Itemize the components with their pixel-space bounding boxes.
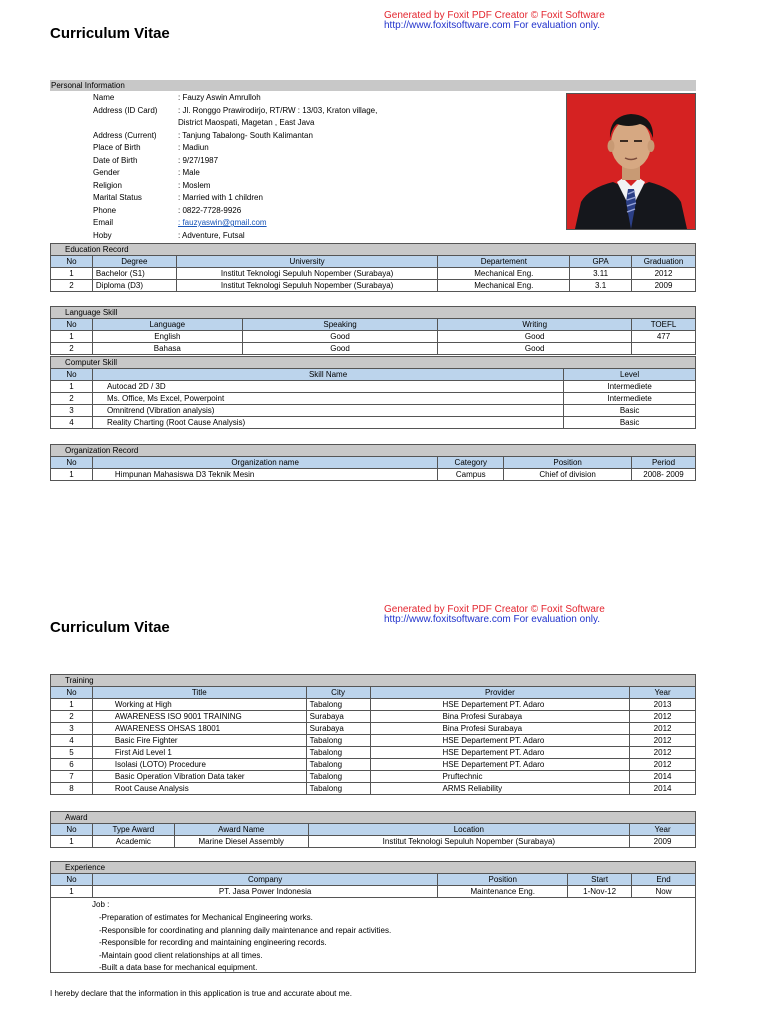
table-cell: 4: [51, 417, 93, 429]
experience-caption: Experience: [51, 862, 696, 874]
column-header: Location: [308, 824, 629, 836]
table-cell: 2: [51, 280, 93, 292]
table-cell: 2012: [630, 735, 696, 747]
table-cell: 3: [51, 723, 93, 735]
table-cell: Chief of division: [504, 469, 632, 481]
personal-field-value: : Fauzy Aswin Amrulloh: [178, 93, 261, 102]
table-cell: Mechanical Eng.: [438, 268, 570, 280]
table-cell: Reality Charting (Root Cause Analysis): [92, 417, 563, 429]
personal-field-value: : Male: [178, 168, 200, 177]
table-cell: 1-Nov-12: [568, 886, 632, 898]
table-row: [51, 405, 696, 417]
table-cell: Intermediete: [564, 381, 696, 393]
table-cell: 1: [51, 268, 93, 280]
table-header: [51, 319, 696, 331]
table-row: [51, 735, 696, 747]
table-header: [51, 824, 696, 836]
personal-field-value: : Moslem: [178, 180, 211, 190]
declaration: I hereby declare that the information in this application is true and accurate about me.: [50, 989, 352, 998]
table-header: [51, 874, 696, 886]
column-header: Period: [632, 457, 696, 469]
table-cell: Autocad 2D / 3D: [92, 381, 563, 393]
table-cell: 2012: [630, 747, 696, 759]
award-caption: Award: [51, 812, 696, 824]
table-cell: 1: [51, 381, 93, 393]
table-row: [51, 771, 696, 783]
table-cell: Bina Profesi Surabaya: [370, 723, 630, 735]
table-cell: 2013: [630, 699, 696, 711]
table-cell: Tabalong: [306, 735, 370, 747]
job-item: -Maintain good client relationships at all times.: [99, 950, 263, 960]
watermark: [384, 11, 605, 31]
column-header: GPA: [570, 256, 632, 268]
personal-field-label: Religion: [93, 180, 122, 190]
table-cell: PT. Jasa Power Indonesia: [92, 886, 437, 898]
table-cell: [632, 343, 696, 355]
table-cell: 2: [51, 393, 93, 405]
table-cell: 2009: [632, 280, 696, 292]
table-cell: Bahasa: [92, 343, 242, 355]
table-row: [51, 268, 696, 280]
table-cell: Institut Teknologi Sepuluh Nopember (Surabaya): [308, 836, 629, 848]
table-row: [51, 783, 696, 795]
table-row: [51, 886, 696, 898]
award-section: [50, 811, 696, 848]
table-cell: Surabaya: [306, 711, 370, 723]
language-table: [50, 306, 696, 355]
portrait-illustration: [567, 94, 695, 229]
table-cell: Institut Teknologi Sepuluh Nopember (Surabaya): [176, 280, 438, 292]
table-cell: AWARENESS ISO 9001 TRAINING: [92, 711, 306, 723]
table-cell: 2014: [630, 783, 696, 795]
table-cell: 1: [51, 469, 93, 481]
table-cell: Root Cause Analysis: [92, 783, 306, 795]
organization-table: [50, 444, 696, 481]
column-header: Language: [92, 319, 242, 331]
column-header: Position: [438, 874, 568, 886]
table-cell: Omnitrend (Vibration analysis): [92, 405, 563, 417]
table-header: [51, 369, 696, 381]
table-cell: 2012: [630, 711, 696, 723]
table-cell: Good: [242, 331, 438, 343]
column-header: No: [51, 457, 93, 469]
education-caption: Education Record: [51, 244, 696, 256]
column-header: Company: [92, 874, 437, 886]
personal-field-value: : 9/27/1987: [178, 155, 219, 165]
table-cell: Campus: [438, 469, 504, 481]
table-cell: 477: [632, 331, 696, 343]
column-header: Writing: [438, 319, 632, 331]
table-cell: Pruftechnic: [370, 771, 630, 783]
table-row: [51, 417, 696, 429]
table-cell: 1: [51, 836, 93, 848]
table-cell: 2: [51, 711, 93, 723]
job-label: Job :: [92, 900, 110, 909]
table-cell: Maintenance Eng.: [438, 886, 568, 898]
job-item: -Built a data base for mechanical equipment.: [99, 963, 258, 972]
table-cell: Marine Diesel Assembly: [174, 836, 308, 848]
column-header: No: [51, 874, 93, 886]
table-row: [51, 469, 696, 481]
table-cell: Surabaya: [306, 723, 370, 735]
column-header: University: [176, 256, 438, 268]
column-header: No: [51, 319, 93, 331]
table-cell: 1: [51, 331, 93, 343]
table-cell: ARMS Reliability: [370, 783, 630, 795]
training-caption: Training: [51, 675, 696, 687]
column-header: Departement: [438, 256, 570, 268]
table-cell: HSE Departement PT. Adaro: [370, 735, 630, 747]
personal-info-header: Personal Information: [50, 80, 696, 91]
watermark-line2: http://www.foxitsoftware.com For evaluation only.: [384, 20, 601, 31]
table-cell: 6: [51, 759, 93, 771]
column-header: Type Award: [92, 824, 174, 836]
table-cell: 2014: [630, 771, 696, 783]
column-header: Level: [564, 369, 696, 381]
personal-field-label: Name: [93, 93, 115, 102]
job-item: -Preparation of estimates for Mechanical Engineering works.: [99, 913, 313, 922]
table-cell: 2012: [630, 759, 696, 771]
personal-field-label: Email: [93, 218, 114, 227]
table-row: [51, 759, 696, 771]
personal-field-label: Date of Birth: [93, 155, 138, 165]
award-table: [50, 811, 696, 848]
table-cell: Tabalong: [306, 699, 370, 711]
job-item: -Responsible for recording and maintaining engineering records.: [99, 938, 327, 947]
language-caption: Language Skill: [51, 307, 696, 319]
table-cell: Working at High: [92, 699, 306, 711]
table-cell: 1: [51, 886, 93, 898]
table-row: [51, 393, 696, 405]
personal-field-label: Hoby: [93, 230, 112, 240]
page-title: Curriculum Vitae: [50, 25, 170, 42]
table-cell: Basic: [564, 405, 696, 417]
table-cell: Good: [438, 331, 632, 343]
personal-field-value: : Married with 1 children: [178, 193, 263, 202]
table-cell: Good: [438, 343, 632, 355]
column-header: End: [632, 874, 696, 886]
table-cell: 8: [51, 783, 93, 795]
computer-table: [50, 356, 696, 429]
personal-field-value: District Maospati, Magetan , East Java: [178, 118, 315, 127]
table-cell: Bachelor (S1): [92, 268, 176, 280]
table-cell: Ms. Office, Ms Excel, Powerpoint: [92, 393, 563, 405]
table-cell: 3: [51, 405, 93, 417]
table-cell: 2: [51, 343, 93, 355]
watermark: [384, 605, 605, 625]
table-row: [51, 280, 696, 292]
table-row: [51, 331, 696, 343]
computer-caption: Computer Skill: [51, 357, 696, 369]
table-header: [51, 687, 696, 699]
column-header: TOEFL: [632, 319, 696, 331]
column-header: Title: [92, 687, 306, 699]
language-section: [50, 306, 696, 355]
personal-field-value: : Jl. Ronggo Prawirodirjo, RT/RW : 13/03, Kraton village,: [178, 105, 378, 115]
column-header: Organization name: [92, 457, 437, 469]
personal-field-label: Address (Current): [93, 130, 157, 140]
organization-caption: Organization Record: [51, 445, 696, 457]
column-header: Award Name: [174, 824, 308, 836]
column-header: Degree: [92, 256, 176, 268]
table-cell: Tabalong: [306, 783, 370, 795]
personal-field-value: : Madiun: [178, 143, 209, 152]
personal-field-label: Address (ID Card): [93, 105, 158, 115]
table-cell: 2012: [632, 268, 696, 280]
column-header: Position: [504, 457, 632, 469]
table-cell: Tabalong: [306, 747, 370, 759]
job-item: -Responsible for coordinating and planning daily maintenance and repair activities.: [99, 925, 392, 935]
table-row: [51, 836, 696, 848]
table-cell: Himpunan Mahasiswa D3 Teknik Mesin: [92, 469, 437, 481]
table-cell: Good: [242, 343, 438, 355]
personal-field-label: Marital Status: [93, 193, 142, 202]
table-cell: Academic: [92, 836, 174, 848]
column-header: Year: [630, 824, 696, 836]
column-header: City: [306, 687, 370, 699]
table-cell: Institut Teknologi Sepuluh Nopember (Surabaya): [176, 268, 438, 280]
table-cell: 7: [51, 771, 93, 783]
profile-photo: [566, 93, 696, 230]
training-table: [50, 674, 696, 795]
education-table: [50, 243, 696, 292]
email-link[interactable]: [178, 217, 267, 230]
table-cell: Mechanical Eng.: [438, 280, 570, 292]
table-cell: 2012: [630, 723, 696, 735]
table-cell: Intermediete: [564, 393, 696, 405]
table-cell: Bina Profesi Surabaya: [370, 711, 630, 723]
table-cell: HSE Departement PT. Adaro: [370, 747, 630, 759]
personal-field-label: Gender: [93, 168, 120, 177]
table-row: [51, 343, 696, 355]
table-row: [51, 711, 696, 723]
organization-section: [50, 444, 696, 481]
training-section: [50, 674, 696, 795]
column-header: Skill Name: [92, 369, 563, 381]
column-header: Year: [630, 687, 696, 699]
column-header: Category: [438, 457, 504, 469]
table-cell: 4: [51, 735, 93, 747]
computer-section: [50, 356, 696, 429]
personal-field-label: Place of Birth: [93, 143, 141, 152]
table-row: [51, 747, 696, 759]
column-header: Provider: [370, 687, 630, 699]
personal-field-value: : Tanjung Tabalong- South Kalimantan: [178, 130, 313, 140]
column-header: No: [51, 369, 93, 381]
table-cell: 1: [51, 699, 93, 711]
table-cell: Basic: [564, 417, 696, 429]
table-cell: 2008- 2009: [632, 469, 696, 481]
watermark-line1: Generated by Foxit PDF Creator © Foxit Software: [384, 604, 605, 615]
table-header: [51, 457, 696, 469]
table-row: [51, 723, 696, 735]
table-cell: Tabalong: [306, 771, 370, 783]
table-cell: Tabalong: [306, 759, 370, 771]
table-row: [51, 699, 696, 711]
table-cell: Basic Fire Fighter: [92, 735, 306, 747]
column-header: Start: [568, 874, 632, 886]
column-header: No: [51, 256, 93, 268]
table-cell: English: [92, 331, 242, 343]
personal-field-label: Phone: [93, 205, 117, 215]
table-row: [51, 381, 696, 393]
personal-field-value: : 0822-7728-9926: [178, 205, 242, 215]
table-cell: Basic Operation Vibration Data taker: [92, 771, 306, 783]
table-cell: HSE Departement PT. Adaro: [370, 759, 630, 771]
watermark-line1: Generated by Foxit PDF Creator © Foxit Software: [384, 10, 605, 21]
personal-field-value: : Adventure, Futsal: [178, 230, 245, 240]
email-link-text[interactable]: : fauzyaswin@gmail.com: [178, 218, 267, 227]
table-cell: 5: [51, 747, 93, 759]
education-section: [50, 243, 696, 292]
table-cell: Now: [632, 886, 696, 898]
watermark-line2: http://www.foxitsoftware.com For evaluation only.: [384, 614, 601, 625]
column-header: No: [51, 687, 93, 699]
table-cell: Diploma (D3): [92, 280, 176, 292]
table-header: [51, 256, 696, 268]
column-header: No: [51, 824, 93, 836]
table-cell: First Aid Level 1: [92, 747, 306, 759]
column-header: Graduation: [632, 256, 696, 268]
table-cell: 2009: [630, 836, 696, 848]
column-header: Speaking: [242, 319, 438, 331]
table-cell: HSE Departement PT. Adaro: [370, 699, 630, 711]
table-cell: Isolasi (LOTO) Procedure: [92, 759, 306, 771]
table-cell: 3.11: [570, 268, 632, 280]
page-title: Curriculum Vitae: [50, 619, 170, 636]
table-cell: AWARENESS OHSAS 18001: [92, 723, 306, 735]
table-cell: 3.1: [570, 280, 632, 292]
